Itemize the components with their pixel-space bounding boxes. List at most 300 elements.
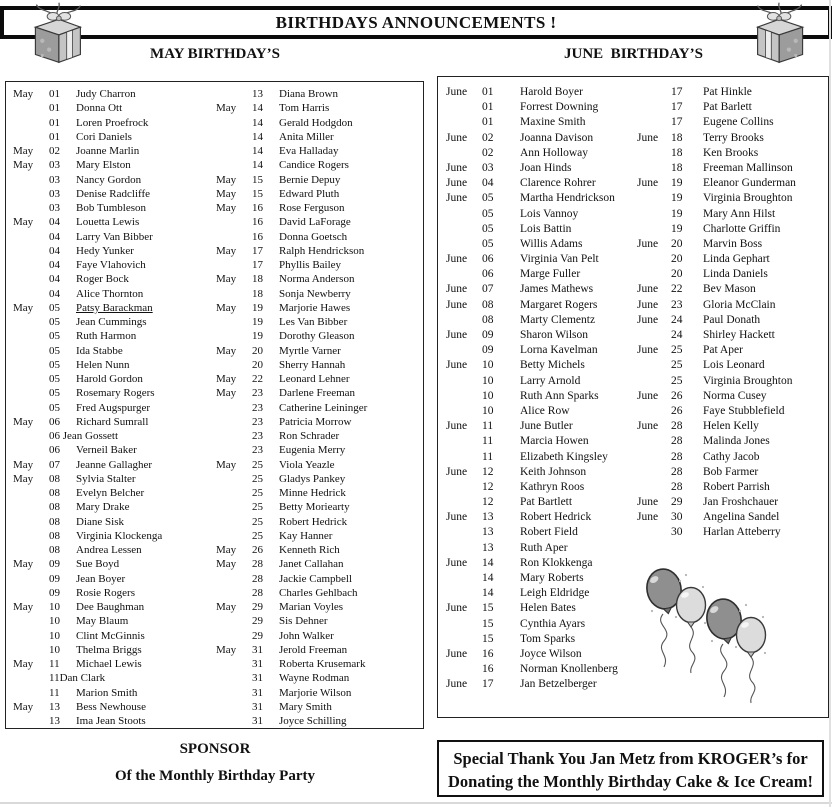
entry-day: 18 [252,287,263,300]
entry-name: Gerald Hodgdon [279,116,353,129]
birthday-entry [446,237,629,252]
entry-day: 09 [482,344,494,357]
birthday-entry [637,146,828,161]
entry-name: Gladys Pankey [279,472,346,485]
entry-name: Lois Leonard [703,359,765,372]
entry-day: 19 [671,177,683,190]
entry-name: Marty Clementz [520,313,596,326]
entry-month: May [216,344,237,357]
entry-day: 13 [482,526,494,539]
entry-day: 31 [252,658,263,670]
entry-day: 04 [49,287,60,300]
entry-name: Jan Betzelberger [520,678,597,691]
entry-day: 20 [252,344,263,357]
entry-day: 13 [482,541,494,554]
entry-month: June [637,389,659,402]
entry-name: Clint McGinnis [76,629,145,642]
entry-month [216,158,252,172]
entry-month [216,415,252,429]
birthday-entry [637,358,828,373]
entry-name: Ima Jean Stoots [76,715,146,727]
entry-day: 26 [671,404,683,417]
entry-month [637,85,671,100]
birthday-entry [13,515,209,529]
entry-month [13,686,49,700]
entry-day: 05 [49,373,60,385]
birthday-entry [216,87,423,101]
entry-name: Pat Aper [703,344,743,357]
entry-name: Freeman Mallinson [703,161,793,174]
birthday-entry [216,515,423,529]
birthday-entry [13,315,209,329]
entry-name: Jerold Freeman [279,643,348,656]
entry-day: 05 [49,316,60,328]
entry-day: 18 [671,161,683,174]
entry-name: Diane Sisk [76,515,124,528]
entry-name: Denise Radcliffe [76,187,151,200]
entry-month [216,614,252,628]
entry-name: Myrtle Varner [279,344,341,357]
entry-month: May [216,301,237,314]
entry-day: 28 [671,480,683,493]
birthday-entry [446,419,629,434]
birthday-entry [446,556,629,571]
birthday-entry [446,358,629,373]
entry-name: Norma Cusey [703,389,767,402]
birthday-entry [446,146,629,161]
entry-month [446,207,482,222]
birthday-entry [446,450,629,465]
entry-day: 12 [482,496,494,509]
entry-month: May [13,472,34,485]
entry-month: June [637,344,659,357]
birthday-entry [446,617,629,632]
entry-month [637,100,671,115]
birthday-entry [216,415,423,429]
birthday-entry [13,87,209,101]
entry-day: 06 [482,268,494,281]
birthday-entry [446,632,629,647]
sponsor-block [5,741,425,785]
entry-day: 19 [252,316,263,328]
entry-day: 10 [49,601,60,613]
entry-name: Michael Lewis [76,658,142,670]
entry-month [216,144,252,158]
birthday-entry [216,201,423,215]
entry-month [446,404,482,419]
entry-month: May [216,187,237,200]
entry-day: 12 [482,465,494,478]
birthday-entry [637,434,828,449]
entry-day: 06 [49,415,60,428]
birthday-entry [13,258,209,272]
birthday-entry [13,500,209,514]
june-section-heading: JUNE BIRTHDAY’S [564,46,703,62]
entry-month: May [216,173,237,186]
birthday-entry [216,101,423,115]
entry-day: 01 [49,130,60,143]
entry-day: 17 [671,86,683,98]
special-thanks-line1: Special Thank You Jan Metz from KROGER’s for [453,749,808,768]
entry-month [13,116,49,130]
sponsor-subtitle: Of the Monthly Birthday Party [115,768,315,784]
entry-day: 20 [252,358,263,371]
entry-day: 10 [482,374,494,387]
entry-day: 28 [671,435,683,448]
entry-name: Ruth Harmon [76,330,137,343]
entry-day: 25 [252,515,263,528]
entry-day: 06 [482,253,494,266]
gift-icon [740,1,828,65]
entry-name: Kay Hanner [279,529,333,542]
entry-month [637,404,671,419]
entry-month [216,443,252,457]
entry-month [13,101,49,115]
entry-day: 14 [252,159,263,172]
entry-day: 05 [482,222,494,235]
birthday-entry [216,173,423,187]
birthday-entry [13,244,209,258]
entry-name: Bernie Depuy [279,173,341,186]
entry-name: Kenneth Rich [279,544,340,556]
entry-month [216,529,252,543]
entry-name: Virginia Broughton [703,192,793,205]
birthday-entry [637,222,828,237]
entry-name: Roger Bock [76,273,129,286]
entry-day: 16 [482,647,494,660]
entry-name: Joan Hinds [520,161,572,174]
entry-month: June [637,131,659,144]
entry-month [216,230,252,244]
entry-day: 29 [252,629,263,642]
page-title: BIRTHDAYS ANNOUNCEMENTS ! [275,12,557,32]
entry-day: 25 [252,458,263,471]
entry-name: Charles Gehlbach [279,586,358,599]
entry-month: June [446,298,468,311]
entry-month [446,571,482,586]
entry-name: Darlene Freeman [279,387,356,400]
entry-month [637,374,671,389]
entry-name: Tom Harris [279,102,330,115]
entry-name: Les Van Bibber [279,316,348,328]
entry-month [13,500,49,514]
entry-day: 04 [49,244,60,257]
entry-month: May [13,601,34,613]
entry-day: 26 [671,389,683,402]
entry-day: 09 [49,558,60,571]
entry-month [637,465,671,480]
may-list-column-1 [6,82,209,728]
entry-name: Faye Vlahovich [76,259,146,271]
birthday-entry [13,714,209,728]
entry-month: May [216,102,237,115]
entry-month: May [13,658,34,670]
entry-month: June [446,556,468,569]
entry-name: Ralph Hendrickson [279,244,365,257]
entry-name: Terry Brooks [703,131,764,144]
entry-month: May [13,216,34,229]
birthday-entry [216,657,423,671]
entry-month [13,344,49,358]
birthday-entry [446,282,629,297]
entry-day: 14 [252,102,263,115]
entry-day: 04 [49,259,60,271]
entry-day: 02 [49,145,60,157]
entry-name: Virginia Klockenga [76,529,163,542]
birthday-entry [216,144,423,158]
entry-day: 29 [252,601,263,613]
birthday-entry [13,543,209,557]
entry-day: 19 [252,301,263,314]
entry-month [637,450,671,465]
entry-name: Pat Bartlett [520,496,573,509]
entry-name: Mary Smith [279,700,332,713]
birthday-entry [446,176,629,191]
entry-day: 17 [252,244,263,257]
entry-month: May [216,558,237,571]
entry-day: 19 [671,222,683,235]
birthday-entry [216,116,423,130]
entry-day: 16 [252,216,263,229]
birthday-entry [216,386,423,400]
birthday-entry [446,328,629,343]
entry-month: June [446,283,468,296]
entry-day: 08 [49,501,60,514]
birthday-entry [216,543,423,557]
entry-month: May [13,159,34,172]
entry-name: Jackie Campbell [279,572,353,585]
birthday-entry [216,244,423,258]
entry-day: 25 [252,529,263,542]
birthday-entry [13,215,209,229]
entry-name: Paul Donath [703,313,761,326]
birthday-entry [216,230,423,244]
entry-month: June [446,329,468,341]
entry-day: 28 [671,450,683,463]
birthday-entry [13,657,209,671]
birthday-entry [446,662,629,677]
special-thanks-box [437,740,824,797]
entry-month [637,328,671,343]
entry-month: June [446,678,468,691]
entry-day: 08 [49,529,60,542]
birthday-entry [13,386,209,400]
entry-name: Eleanor Gunderman [703,177,796,190]
entry-month [446,450,482,465]
entry-month [216,429,252,443]
birthday-entry [13,415,209,429]
may-section-heading: MAY BIRTHDAY’S [150,46,280,62]
entry-name: Betty Michels [520,359,585,372]
entry-name: Ida Stabbe [76,344,123,357]
entry-day: 31 [252,700,263,713]
entry-day: 09 [49,586,60,599]
entry-name: Mary Drake [76,501,130,514]
entry-name: Lorna Kavelman [520,344,598,357]
entry-month: June [446,359,468,372]
entry-day: 25 [252,472,263,485]
birthday-entry [637,419,828,434]
balloons-icon [702,595,774,707]
entry-name: Sylvia Stalter [76,472,136,485]
entry-name: Bob Farmer [703,465,759,478]
birthday-entry [637,176,828,191]
birthday-entry [446,222,629,237]
entry-day: 18 [671,146,683,159]
entry-month: June [637,313,659,326]
entry-month: June [446,253,468,266]
birthday-entry [637,465,828,480]
entry-month [216,401,252,415]
entry-name: Ruth Ann Sparks [520,389,599,402]
entry-month [13,372,49,386]
birthday-entry [637,510,828,525]
entry-name: Eugene Collins [703,116,774,129]
entry-day: 23 [252,387,263,400]
birthday-entry [13,401,209,415]
entry-name: Eugenia Merry [279,444,346,457]
entry-name: Margaret Rogers [520,298,598,311]
birthday-entry [637,298,828,313]
birthday-entry [446,586,629,601]
birthday-entry [216,486,423,500]
birthday-entry [216,329,423,343]
entry-name: Marge Fuller [520,268,581,281]
entry-day: 08 [49,472,60,485]
entry-month [637,434,671,449]
birthday-entry [446,100,629,115]
entry-month [216,657,252,671]
entry-day: 10 [49,615,60,628]
birthday-entry [13,173,209,187]
birthday-entry [13,529,209,543]
entry-name: Mary Ann Hilst [703,207,776,220]
birthday-entry [637,131,828,146]
birthday-entry [446,495,629,510]
entry-month [216,315,252,329]
entry-name: John Walker [279,629,334,642]
entry-month [216,686,252,700]
entry-name: Harlan Atteberry [703,526,781,539]
june-list-column-1 [438,77,629,717]
entry-name: Pat Hinkle [703,86,752,98]
birthday-entry [446,161,629,176]
entry-month [637,207,671,222]
entry-name: Marion Smith [76,686,138,699]
birthday-entry [216,301,423,315]
entry-day: 28 [252,572,263,585]
birthday-entry [216,372,423,386]
entry-name: Martha Hendrickson [520,192,615,205]
entry-name: Rosie Rogers [76,586,135,599]
entry-day: 14 [252,145,263,157]
entry-month [13,386,49,400]
entry-month [216,671,252,685]
birthday-entry [216,700,423,714]
entry-day: 15 [482,602,494,615]
entry-name: Bev Mason [703,283,756,296]
birthday-entry [637,191,828,206]
entry-month: May [13,458,34,471]
entry-name: Robert Parrish [703,480,770,493]
entry-month: June [446,511,468,524]
entry-name: Anita Miller [279,130,334,143]
entry-month [216,629,252,643]
special-thanks-line2: Donating the Monthly Birthday Cake & Ice Cream! [448,772,813,792]
entry-month [216,586,252,600]
entry-name: Rose Ferguson [279,202,345,214]
entry-name: Maxine Smith [520,116,586,129]
birthday-entry [13,614,209,628]
entry-name: Diana Brown [279,88,338,100]
birthday-entry [446,480,629,495]
announcements-banner [0,6,832,39]
entry-name: Loren Proefrock [76,116,149,129]
entry-name: Charlotte Griffin [703,222,781,235]
entry-day: 26 [252,544,263,556]
entry-day: 23 [671,298,683,311]
entry-day: 14 [252,116,263,129]
entry-month: May [216,244,237,257]
birthday-entry [637,267,828,282]
entry-month [446,267,482,282]
birthday-entry [13,700,209,714]
birthday-entry [637,237,828,252]
entry-day: 07 [482,283,494,296]
entry-name: Fred Augspurger [76,401,151,414]
entry-month [446,525,482,540]
entry-month: June [446,161,468,174]
entry-day: 18 [252,273,263,286]
birthday-entry [446,207,629,222]
entry-day: 05 [49,401,60,414]
entry-day: 11 [482,450,494,463]
entry-name: Joanne Marlin [76,145,140,157]
birthday-entry [637,480,828,495]
entry-day: 28 [671,465,683,478]
entry-month [13,529,49,543]
entry-month [216,500,252,514]
birthday-entry [637,161,828,176]
birthday-entry [216,401,423,415]
entry-day: 30 [671,511,683,524]
entry-name: Louetta Lewis [76,216,140,229]
entry-day: 05 [49,330,60,343]
entry-month [446,480,482,495]
entry-name: Ken Brooks [703,146,759,159]
entry-day: 15 [482,617,494,630]
entry-month: June [637,511,659,524]
entry-day: 03 [49,173,60,186]
birthday-entry [446,298,629,313]
entry-name: Leonard Lehner [279,373,350,385]
entry-day: 22 [671,283,683,296]
entry-day: 15 [252,173,263,186]
entry-month [13,272,49,286]
entry-month: May [216,458,237,471]
entry-day: 29 [671,496,683,509]
birthday-entry [446,404,629,419]
birthday-entry [637,207,828,222]
entry-day: 08 [482,313,494,326]
entry-day: 10 [49,629,60,642]
entry-day: 05 [482,192,494,205]
entry-day: 03 [482,161,494,174]
entry-day: 07 [49,458,60,471]
entry-month [13,130,49,144]
entry-name: Larry Arnold [520,374,581,387]
birthday-entry [216,629,423,643]
